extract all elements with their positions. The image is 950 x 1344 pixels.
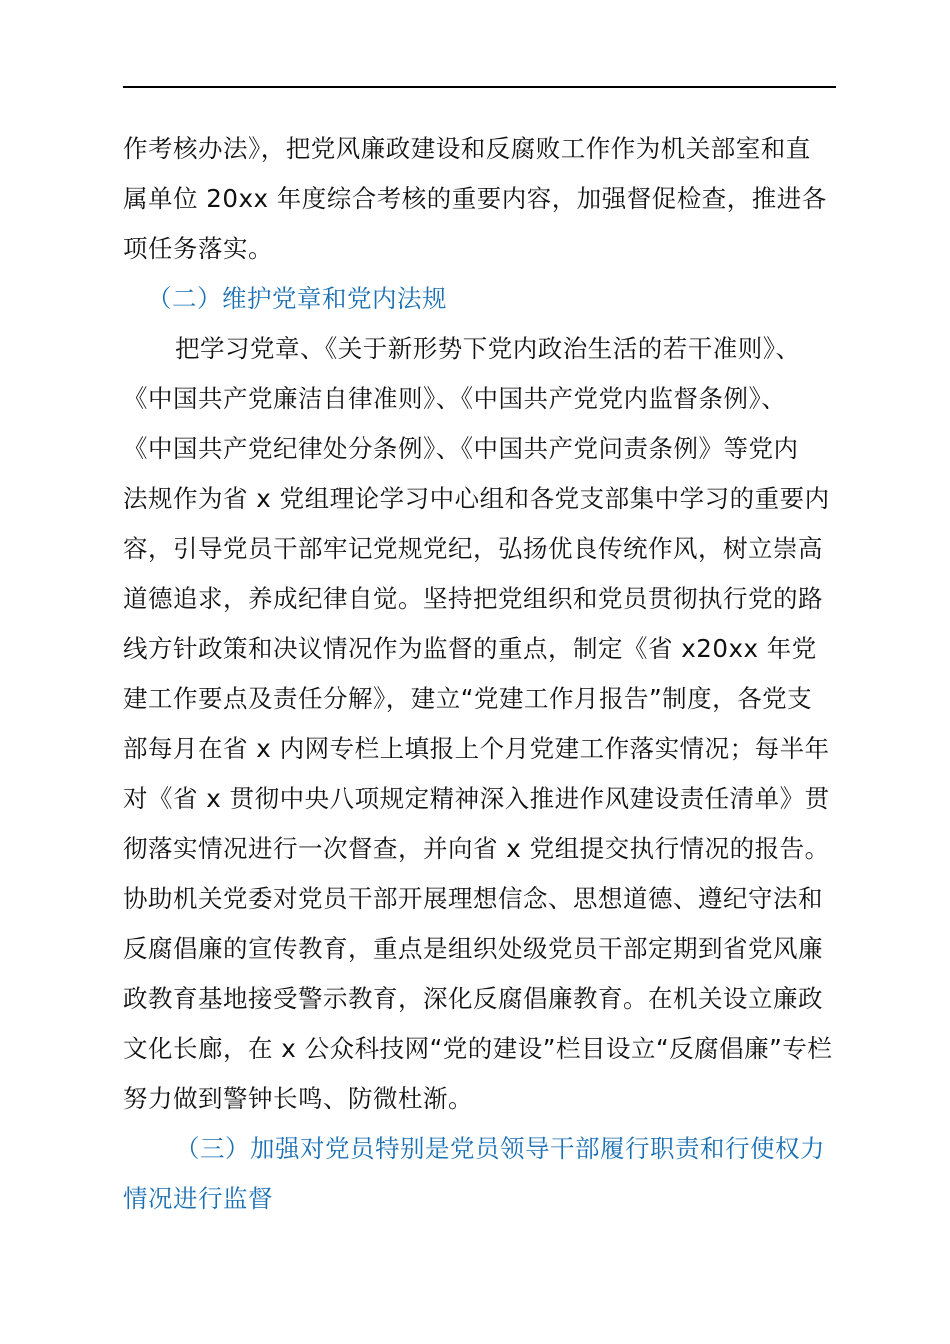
section-heading-3: （三）加强对党员特别是党员领导干部履行职责和行使权力 [175,1134,825,1163]
body-line: 《中国共产党纪律处分条例》、《中国共产党问责条例》等党内 [123,434,799,463]
body-line: 属单位 20xx 年度综合考核的重要内容，加强督促检查，推进各 [123,184,827,213]
section-heading-3-continued: 情况进行监督 [123,1184,273,1213]
body-line: 反腐倡廉的宣传教育，重点是组织处级党员干部定期到省党风廉 [123,934,823,963]
document-body [123,124,843,1224]
paragraph-start-line: 把学习党章、《关于新形势下党内政治生活的若干准则》、 [175,334,801,363]
section-heading-2: （二）维护党章和党内法规 [147,284,447,313]
body-line: 作考核办法》，把党风廉政建设和反腐败工作作为机关部室和直 [123,134,811,163]
body-line: 法规作为省 x 党组理论学习中心组和各党支部集中学习的重要内 [123,484,830,513]
body-line: 部每月在省 x 内网专栏上填报上个月党建工作落实情况；每半年 [123,734,830,763]
body-line: 对《省 x 贯彻中央八项规定精神深入推进作风建设责任清单》贯 [123,784,830,813]
body-line: 协助机关党委对党员干部开展理想信念、思想道德、遵纪守法和 [123,884,823,913]
body-line: 项任务落实。 [123,234,273,263]
body-line: 努力做到警钟长鸣、防微杜渐。 [123,1084,473,1113]
body-line: 线方针政策和决议情况作为监督的重点，制定《省 x20xx 年党 [123,634,817,663]
body-line: 彻落实情况进行一次督查，并向省 x 党组提交执行情况的报告。 [123,834,830,863]
body-line: 道德追求，养成纪律自觉。坚持把党组织和党员贯彻执行党的路 [123,584,823,613]
body-line: 文化长廊，在 x 公众科技网“党的建设”栏目设立“反腐倡廉”专栏 [123,1034,833,1063]
body-line: 《中国共产党廉洁自律准则》、《中国共产党党内监督条例》、 [123,384,787,413]
body-line: 容，引导党员干部牢记党规党纪，弘扬优良传统作风，树立崇高 [123,534,823,563]
body-line: 建工作要点及责任分解》，建立“党建工作月报告”制度，各党支 [123,684,813,713]
header-rule [123,86,836,88]
body-line: 政教育基地接受警示教育，深化反腐倡廉教育。在机关设立廉政 [123,984,823,1013]
